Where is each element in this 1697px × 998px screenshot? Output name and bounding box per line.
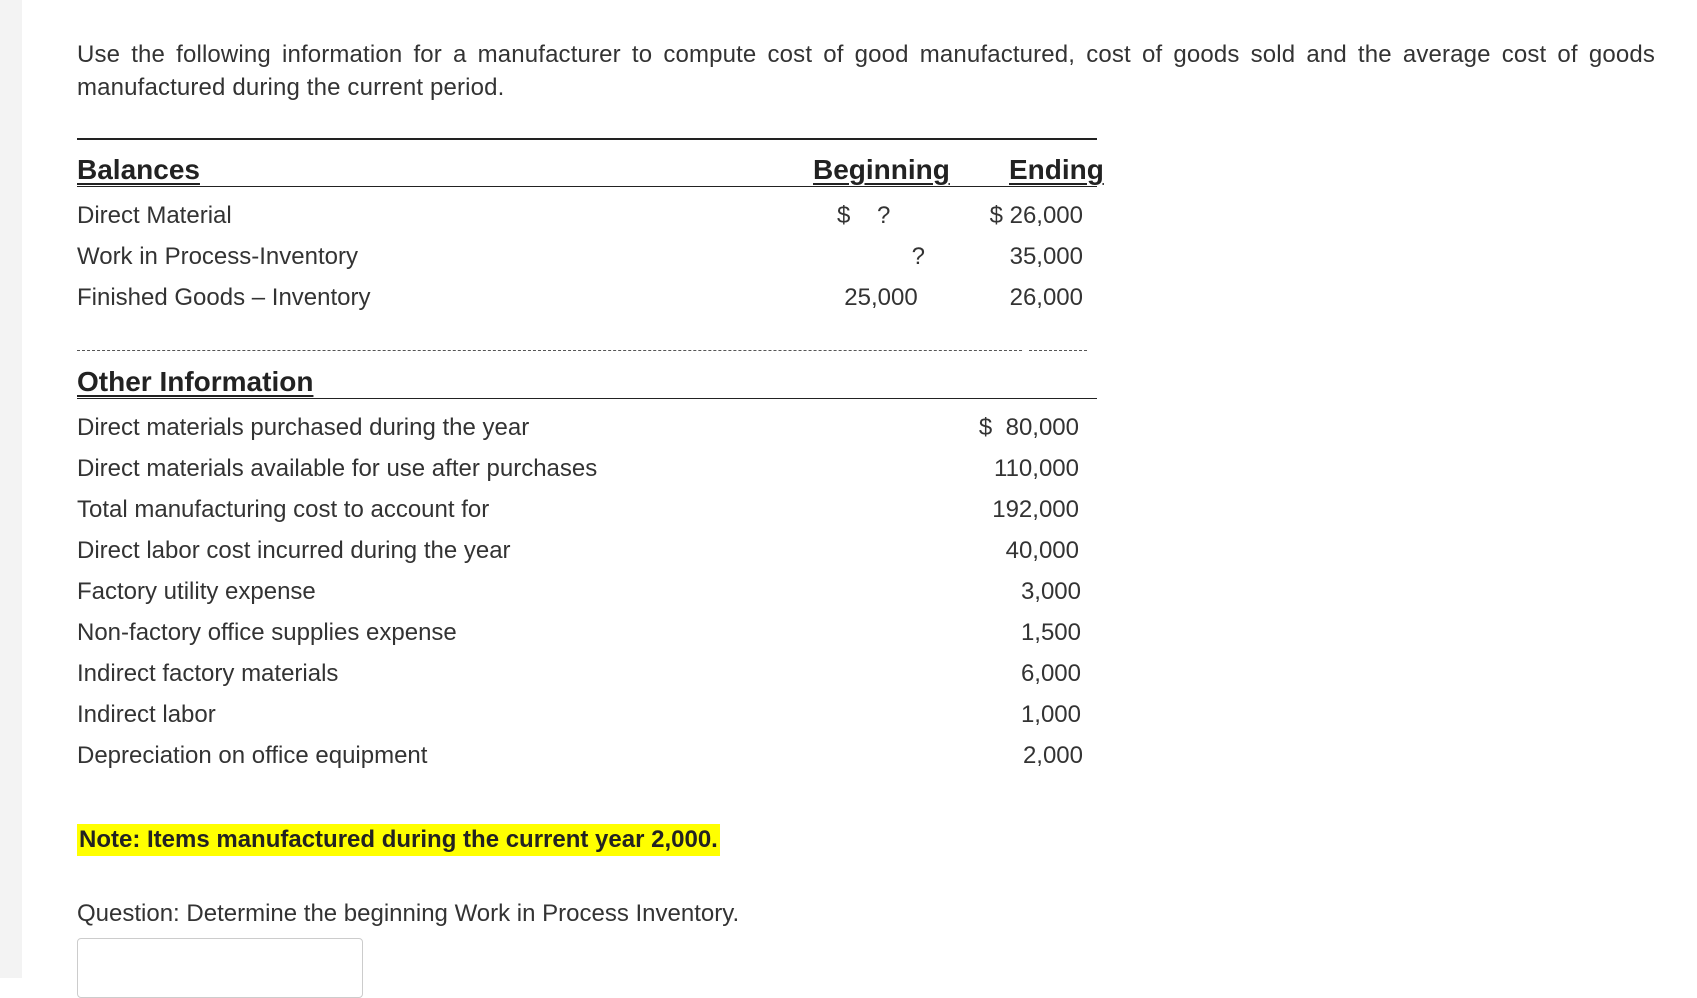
row-label: Direct materials purchased during the year (77, 414, 530, 441)
row-value: 192,000 (992, 496, 1079, 523)
beginning-value: $ ? (837, 202, 891, 229)
ending-column-header: Ending (1009, 154, 1104, 185)
row-label: Depreciation on office equipment (77, 742, 428, 769)
beginning-value: 25,000 (844, 284, 918, 311)
question-text: Question: Determine the beginning Work in Process Inventory. (77, 900, 740, 927)
top-rule (77, 138, 1097, 140)
row-value: 110,000 (994, 455, 1079, 482)
row-value: 2,000 (1022, 742, 1083, 769)
row-label: Direct labor cost incurred during the year (77, 537, 511, 564)
dashed-separator-short (1029, 350, 1087, 351)
row-label: Direct Material (77, 202, 232, 229)
ending-value: 35,000 (1009, 243, 1083, 270)
row-value: 1,000 (1020, 701, 1081, 728)
row-label: Finished Goods – Inventory (77, 284, 371, 311)
row-value: 1,500 (1020, 619, 1081, 646)
other-header-rule (77, 398, 1097, 399)
highlighted-note: Note: Items manufactured during the current year 2,000. (77, 824, 720, 856)
row-value: $ 80,000 (978, 414, 1079, 441)
ending-value: 26,000 (1009, 284, 1083, 311)
row-label: Indirect labor (77, 701, 216, 728)
row-label: Factory utility expense (77, 578, 316, 605)
row-label: Work in Process-Inventory (77, 243, 358, 270)
other-information-title: Other Information (77, 366, 314, 397)
balances-header-rule (77, 186, 1097, 187)
balances-title: Balances (77, 154, 200, 185)
row-label: Total manufacturing cost to account for (77, 496, 490, 523)
row-value: 40,000 (1005, 537, 1079, 564)
row-label: Indirect factory materials (77, 660, 339, 687)
answer-input[interactable] (77, 938, 363, 998)
intro-text: Use the following information for a manufacturer to compute cost of good manufactured, cost of goods sold and the average cost of goods manufactured during the current period. (77, 41, 1655, 101)
beginning-column-header: Beginning (813, 154, 950, 185)
row-label: Direct materials available for use after purchases (77, 455, 598, 482)
beginning-value: ? (911, 243, 925, 270)
ending-value: $ 26,000 (989, 202, 1083, 229)
dashed-separator (77, 350, 1022, 351)
row-label: Non-factory office supplies expense (77, 619, 457, 646)
left-gutter (0, 0, 22, 978)
row-value: 3,000 (1020, 578, 1081, 605)
row-value: 6,000 (1020, 660, 1081, 687)
